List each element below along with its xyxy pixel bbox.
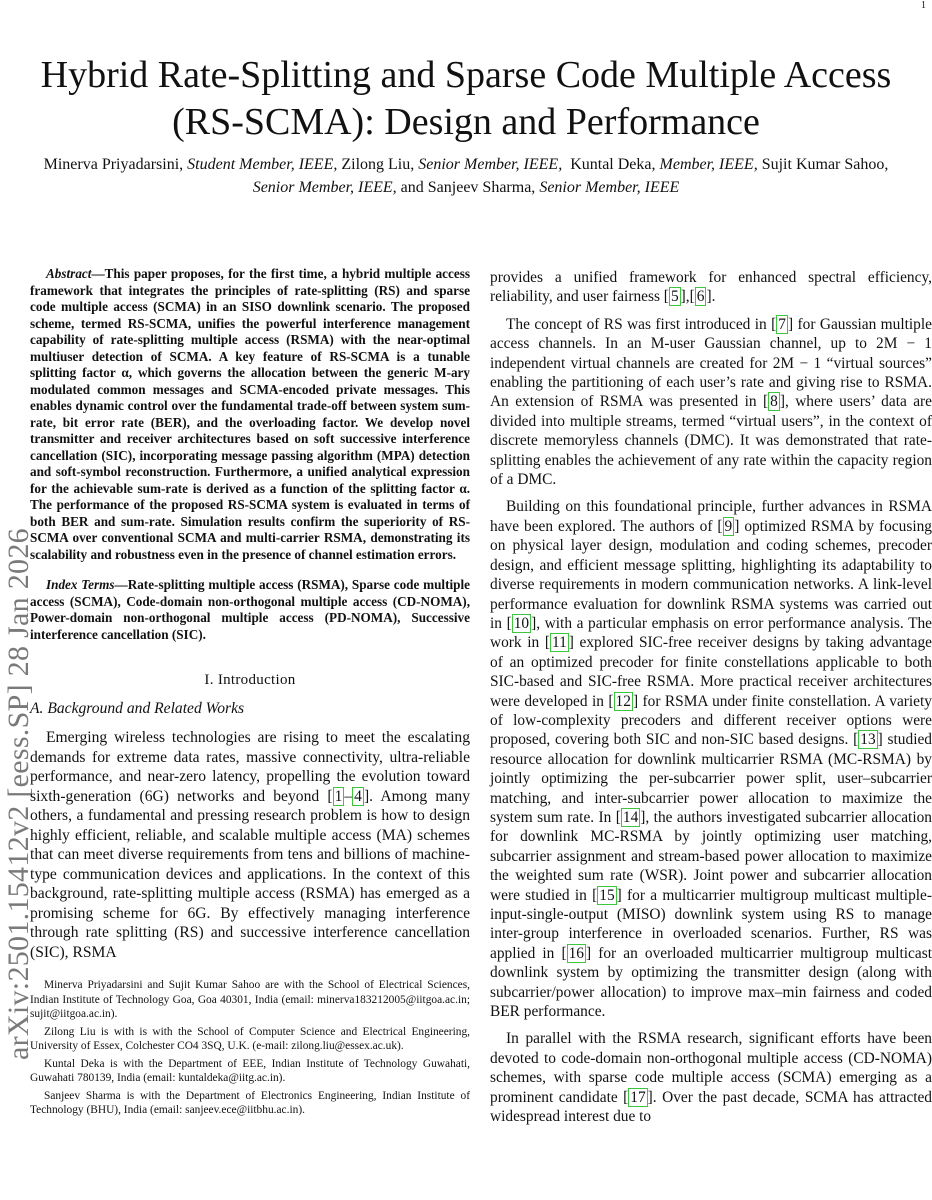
- citation-link[interactable]: 12: [615, 692, 631, 710]
- footnotes: [30, 978, 470, 1118]
- body-paragraph: In parallel with the RSMA research, significant efforts have been devoted to code-domain non-orthogonal multiple access (CD-NOMA) schemes, with sparse code multiple access (SCMA) emerging as a prominent candidate [ 17 ]. Over the past decade, SCMA has attracted widespread interest due to: [490, 1030, 932, 1126]
- citation-link[interactable]: 5: [670, 288, 679, 306]
- citation-link[interactable]: 11: [551, 634, 567, 652]
- citation-link[interactable]: 1: [334, 787, 343, 805]
- citation-link[interactable]: 13: [860, 731, 876, 749]
- continued-paragraph: provides a unified framework for enhanced spectral efficiency, reliability, and user fairness [ 5 ],[ 6 ].: [490, 269, 932, 306]
- citation-link[interactable]: 7: [778, 315, 786, 333]
- footnote: Zilong Liu is with is with the School of Computer Science and Electrical Engineering, University of Essex, Colchester CO4 3SQ, U.K. (e-mail: zilong.liu@essex.ac.uk).: [30, 1025, 470, 1052]
- citation-link[interactable]: 17: [630, 1088, 646, 1106]
- citation-link[interactable]: 10: [513, 614, 530, 632]
- intro-paragraph: Emerging wireless technologies are rising to meet the escalating demands for extreme data rates, massive connectivity, ultra-reliable performance, and near-zero latency, propelling the evolution toward sixth-generation (6G) networks and beyond [ 1 – 4 ]. Among many others, a fundamental and pressing research problem is how to design highly efficient, reliable, and scalable multiple access (MA) schemes that can meet diverse requirements from tens and billions of machine-type communication devices and applications. In the context of this background, rate-splitting multiple access (RSMA) has emerged as a promising scheme for 6G. By effectively managing interference through rate splitting (RS) and successive interference cancellation (SIC), RSMA: [30, 729, 471, 961]
- body-paragraph: Building on this foundational principle, further advances in RSMA have been explored. The authors of [ 9 ] optimized RSMA by focusing on physical layer design, modulation and coding schemes, precoder design, and efficient message splitting, highlighting its adaptability to diverse requirements in modern communication networks. A link-level performance evaluation for downlink RSMA systems was carried out in [ 10 ], with a particular emphasis on error performance analysis. The work in [ 11 ] explored SIC-free receiver designs by taking advantage of an optimized precoder for finite constellations applicable to both SIC-based and SIC-free RSMA. More practical receiver architectures were developed in [ 12 ] for RSMA under finite constellation. A variety of low-complexity precoders and different receiver options were proposed, covering both SIC and non-SIC based designs. [ 13 ] studied resource allocation for downlink multicarrier RSMA (MC-RSMA) by jointly optimizing the per-subcarrier power split, user–subcarrier matching, and inter-subcarrier power allocation to maximize the system sum rate. In [ 14 ], the authors investigated subcarrier allocation for downlink MC-RSMA by jointly optimizing user matching, subcarrier assignment and stream-based power allocation to maximize the weighted sum rate (WSR). Joint power and subcarrier allocation were studied in [ 15 ] for a multicarrier multigroup multicast multiple-input-single-output (MISO) downlink system using RS to manage inter-group interference in overloaded scenarios. Further, RS was applied in [ 16 ] for an overloaded multicarrier multigroup multicast downlink system by optimizing the transmitter design (along with subcarrier/power allocation) to improve max–min fairness and coded BER performance.: [490, 498, 932, 1021]
- citation-link[interactable]: 14: [622, 808, 639, 826]
- right-column: [490, 268, 932, 1126]
- arxiv-identifier: arXiv:2501.15412v2 [eess.SP] 28 Jan 2026: [2, 528, 35, 1060]
- citation-link[interactable]: 8: [770, 393, 778, 411]
- page-number: 1: [921, 0, 926, 11]
- citation-link[interactable]: 15: [599, 886, 615, 904]
- footnote: Sanjeev Sharma is with the Department of Electronics Engineering, Indian Institute of Technology (BHU), India (email: sanjeev.ece@iitbhu.ac.in).: [30, 1089, 470, 1116]
- citation-link[interactable]: 4: [354, 787, 362, 805]
- footnote: Kuntal Deka is with the Department of EEE, Indian Institute of Technology Guwahati, Guwahati 780139, India (email: kuntaldeka@iitg.ac.in).: [30, 1057, 470, 1084]
- footnote: Minerva Priyadarsini and Sujit Kumar Sahoo are with the School of Electrical Sciences, Indian Institute of Technology Goa, Goa 40301, India (email: minerva183212005@iitgoa.ac.in; sujit@iitgoa.ac.in).: [30, 979, 470, 1020]
- index-terms: Index Terms—Rate-splitting multiple access (RSMA), Sparse code multiple access (SCMA), Code-domain non-orthogonal multiple access (CD-NOMA), Power-domain non-orthogonal multiple access (PD-NOMA), Successive interference cancellation (SIC).: [30, 577, 471, 642]
- citation-link[interactable]: 16: [568, 944, 584, 962]
- citation-link[interactable]: 9: [724, 517, 733, 535]
- author-list: Minerva Priyadarsini, Student Member, IEEE, Zilong Liu, Senior Member, IEEE, Kuntal Deka, Member, IEEE, Sujit Kumar Sahoo, Senior Member, IEEE, and Sanjeev Sharma, Senior Member, IEEE: [43, 156, 889, 196]
- paper-title: Hybrid Rate-Splitting and Sparse Code Multiple Access (RS-SCMA): Design and Performance: [40, 54, 892, 143]
- subsection-heading: A. Background and Related Works: [30, 699, 245, 717]
- section-heading: I. Introduction: [204, 672, 296, 688]
- body-paragraph: The concept of RS was first introduced in [ 7 ] for Gaussian multiple access channels. In an M-user Gaussian channel, up to 2M − 1 independent virtual channels are created for 2M − 1 “virtual sources” enabling the partitioning of each user’s rate and giving rise to RSMA. An extension of RSMA was presented in [ 8 ], where users’ data are divided into multiple streams, termed “virtual users”, in the context of discrete memoryless channels (DMC). It was demonstrated that rate-splitting enables the achievement of any rate within the capacity region of a DMC.: [490, 315, 932, 489]
- abstract: Abstract—This paper proposes, for the first time, a hybrid multiple access framework that integrates the principles of rate-splitting (RS) and sparse code multiple access (SCMA) in an SISO downlink scenario. The proposed scheme, termed RS-SCMA, unifies the powerful interference management capability of rate-splitting multiple access (RSMA) with the near-optimal multiuser detection of SCMA. A key feature of RS-SCMA is a tunable splitting factor α, which governs the allocation between the generic M-ary modulated common messages and SCMA-encoded private messages. This enables dynamic control over the fundamental trade-off between system sum-rate, bit error rate (BER), and the overloading factor. We develop novel transmitter and receiver architectures based on soft successive interference cancellation (SIC), incorporating message passing algorithm (MPA) detection and soft-symbol reconstruction. Furthermore, a unified analytical expression for the achievable sum-rate is derived as a function of the splitting factor α. The performance of the proposed RS-SCMA system is evaluated in terms of both BER and sum-rate. Simulation results confirm the superiority of RS-SCMA over conventional SCMA and multi-carrier RSMA, demonstrating its scalability and robustness even in the presence of channel estimation errors.: [30, 266, 470, 562]
- citation-link[interactable]: 6: [696, 288, 705, 306]
- left-column: [30, 266, 470, 1118]
